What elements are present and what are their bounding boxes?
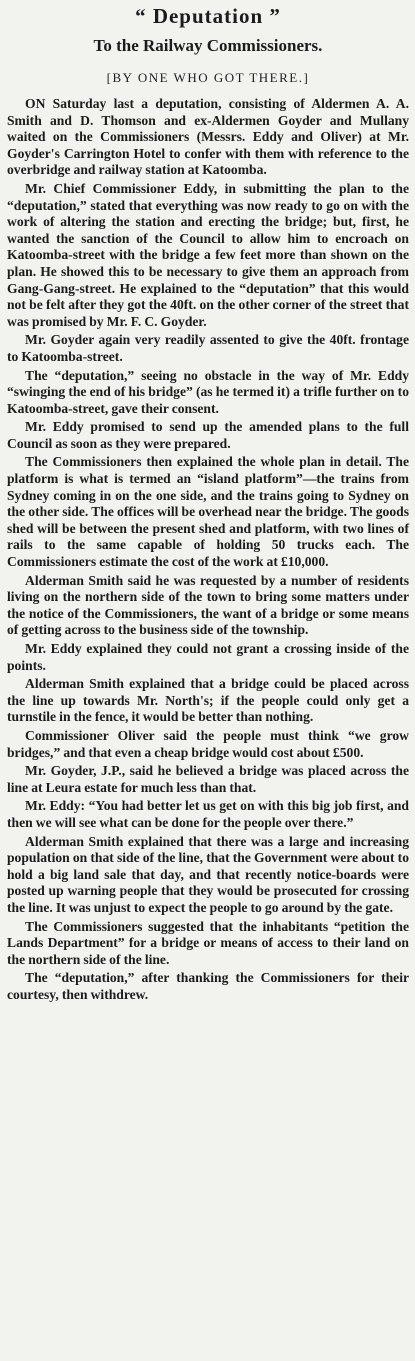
paragraph: Mr. Eddy promised to send up the amended plans to the full Council as soon as they were prepared. <box>7 419 409 451</box>
paragraph: ON Saturday last a deputation, consisting of Aldermen A. A. Smith and D. Thomson and ex-Aldermen Goyder and Mullany waited on the Commissioners (Messrs. Eddy and Oliver) at Mr. Goyder's Carrington Hotel to confer with them with reference to the overbridge and railway station at Katoomba. <box>7 96 409 178</box>
article-body <box>7 96 409 1003</box>
article-subtitle: To the Railway Commissioners. <box>93 36 323 55</box>
paragraph: The “deputation,” seeing no obstacle in the way of Mr. Eddy “swinging the end of his bridge” (as he termed it) a trifle further on to Katoomba-street, gave their consent. <box>7 367 409 416</box>
paragraph: The Commissioners suggested that the inhabitants “petition the Lands Department” for a bridge or means of access to their land on the northern side of the line. <box>7 918 409 967</box>
paragraph: Mr. Eddy: “You had better let us get on with this big job first, and then we will see what can be done for the people over there.” <box>7 798 409 830</box>
article-byline: [BY ONE WHO GOT THERE.] <box>106 70 310 85</box>
paragraph: Alderman Smith said he was requested by a number of residents living on the northern side of the town to bring some matters under the notice of the Commissioners, the want of a bridge or some means of getting across to the business side of the township. <box>7 572 409 638</box>
paragraph: Mr. Goyder again very readily assented to give the 40ft. frontage to Katoomba-street. <box>7 332 409 364</box>
paragraph: Mr. Eddy explained they could not grant a crossing inside of the points. <box>7 641 409 673</box>
paragraph: Commissioner Oliver said the people must think “we grow bridges,” and that even a cheap bridge would cost about £500. <box>7 727 409 760</box>
paragraph: The “deputation,” after thanking the Commissioners for their courtesy, then withdrew. <box>7 970 409 1002</box>
paragraph: The Commissioners then explained the whole plan in detail. The platform is what is termed an “island platform”—the trains from Sydney coming in on the one side, and the trains going to Sydney on the other side. The offices will be overhead near the bridge. The goods shed will be between the present shed and platform, with two lines of rails to the same capable of holding 50 trucks each. The Commissioners estimate the cost of the work at £10,000. <box>7 454 409 570</box>
paragraph: Mr. Goyder, J.P., said he believed a bridge was placed across the line at Leura estate for much less than that. <box>7 763 409 795</box>
paragraph: Alderman Smith explained that a bridge could be placed across the line up towards Mr. North's; if the people could only get a turnstile in the fence, it would be better than nothing. <box>7 676 409 725</box>
paragraph: Mr. Chief Commissioner Eddy, in submitting the plan to the “deputation,” stated that everything was now ready to go on with the work of altering the station and erecting the bridge; but, first, he wanted the sanction of the Council to allow him to encroach on Katoomba-street with the bridge a few feet more than shown on the plan. He showed this to be necessary to give them an approach from Gang-Gang-street. He explained to the “deputation” that this would not be felt after they got the 40ft. on the other corner of the street that was promised by Mr. F. C. Goyder. <box>7 180 409 329</box>
paragraph: Alderman Smith explained that there was a large and increasing population on that side of the line, that the Government were about to hold a big land sale that day, and that recently notice-boards were posted up warning people that they would be prosecuted for crossing the line. It was unjust to expect the people to go around by the gate. <box>7 833 409 915</box>
article-title: “ Deputation ” <box>135 4 281 28</box>
